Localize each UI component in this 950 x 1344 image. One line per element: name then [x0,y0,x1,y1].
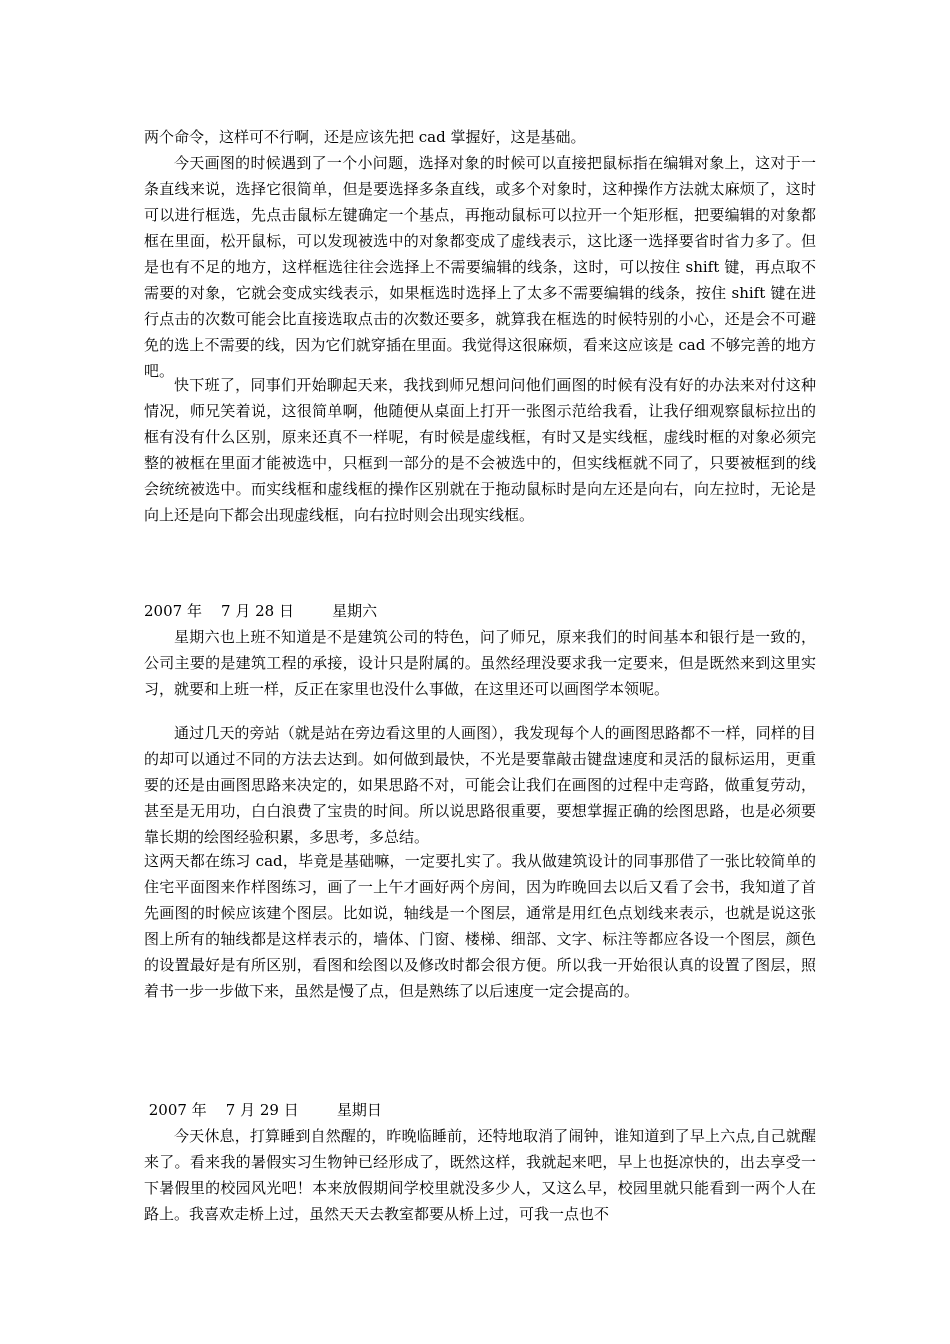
paragraph-selection-problem: 今天画图的时候遇到了一个小问题，选择对象的时候可以直接把鼠标指在编辑对象上，这对于一条直线来说，选择它很简单，但是要选择多条直线，或多个对象时，这种操作方法就太麻烦了，这时可以进行框选，先点击鼠标左键确定一个基点，再拖动鼠标可以拉开一个矩形框，把要编辑的对象都框在里面，松开鼠标，可以发现被选中的对象都变成了虚线表示，这比逐一选择要省时省力多了。但是也有不足的地方，这样框选往往会选择上不需要编辑的线条，这时，可以按住 shift 键，再点取不需要的对象，它就会变成实线表示，如果框选时选择上了太多不需要编辑的线条，按住 shift 键在进行点击的次数可能会比直接选取点击的次数还要多，就算我在框选的时候特别的小心，还是会不可避免的选上不需要的线，因为它们就穿插在里面。我觉得这很麻烦，看来这应该是 cad 不够完善的地方吧。 [144,154,816,380]
paragraph-continued: 两个命令，这样可不行啊，还是应该先把 cad 掌握好，这是基础。 [144,128,586,146]
paragraph-saturday-work: 星期六也上班不知道是不是建筑公司的特色，问了师兄，原来我们的时间基本和银行是一致的，公司主要的是建筑工程的承接，设计只是附属的。虽然经理没要求我一定要来，但是既然来到这里实习，就要和上班一样，反正在家里也没什么事做，在这里还可以画图学本领呢。 [144,628,816,698]
paragraph-observation: 通过几天的旁站（就是站在旁边看这里的人画图），我发现每个人的画图思路都不一样，同样的目的却可以通过不同的方法去达到。如何做到最快，不光是要靠敲击键盘速度和灵活的鼠标运用，更重要的还是由画图思路来决定的，如果思路不对，可能会让我们在画图的过程中走弯路，做重复劳动，甚至是无用功，白白浪费了宝贵的时间。所以说思路很重要，要想掌握正确的绘图思路，也是必须要靠长期的绘图经验积累，多思考，多总结。 [144,724,816,846]
paragraph-sunday-rest: 今天休息，打算睡到自然醒的，昨晚临睡前，还特地取消了闹钟，谁知道到了早上六点,自己就醒来了。看来我的暑假实习生物钟已经形成了，既然这样，我就起来吧，早上也挺凉快的，出去享受一下暑假里的校园风光吧！本来放假期间学校里就没多少人，又这么早，校园里就只能看到一两个人在路上。我喜欢走桥上过，虽然天天去教室都要从桥上过，可我一点也不 [144,1127,816,1223]
paragraph-cad-practice: 这两天都在练习 cad，毕竟是基础嘛，一定要扎实了。我从做建筑设计的同事那借了一张比较简单的住宅平面图来作样图练习，画了一上午才画好两个房间，因为昨晚回去以后又看了会书，我知道了首先画图的时候应该建个图层。比如说，轴线是一个图层，通常是用红色点划线来表示，也就是说这张图上所有的轴线都是这样表示的，墙体、门窗、楼梯、细部、文字、标注等都应各设一个图层，颜色的设置最好是有所区别，看图和绘图以及修改时都会很方便。所以我一开始很认真的设置了图层，照着书一步一步做下来，虽然是慢了点，但是熟练了以后速度一定会提高的。 [144,852,816,1000]
date-heading-july-29: 2007 年 7 月 29 日 星期日 [144,1101,382,1119]
paragraph-dashed-box: 快下班了，同事们开始聊起天来，我找到师兄想问问他们画图的时候有没有好的办法来对付这种情况，师兄笑着说，这很简单啊，他随便从桌面上打开一张图示范给我看，让我仔细观察鼠标拉出的框有没有什么区别，原来还真不一样呢，有时候是虚线框，有时又是实线框，虚线时框的对象必须完整的被框在里面才能被选中，只框到一部分的是不会被选中的，但实线框就不同了，只要被框到的线会统统被选中。而实线框和虚线框的操作区别就在于拖动鼠标时是向左还是向右，向左拉时，无论是向上还是向下都会出现虚线框，向右拉时则会出现实线框。 [144,376,816,524]
date-heading-july-28: 2007 年 7 月 28 日 星期六 [144,602,378,620]
